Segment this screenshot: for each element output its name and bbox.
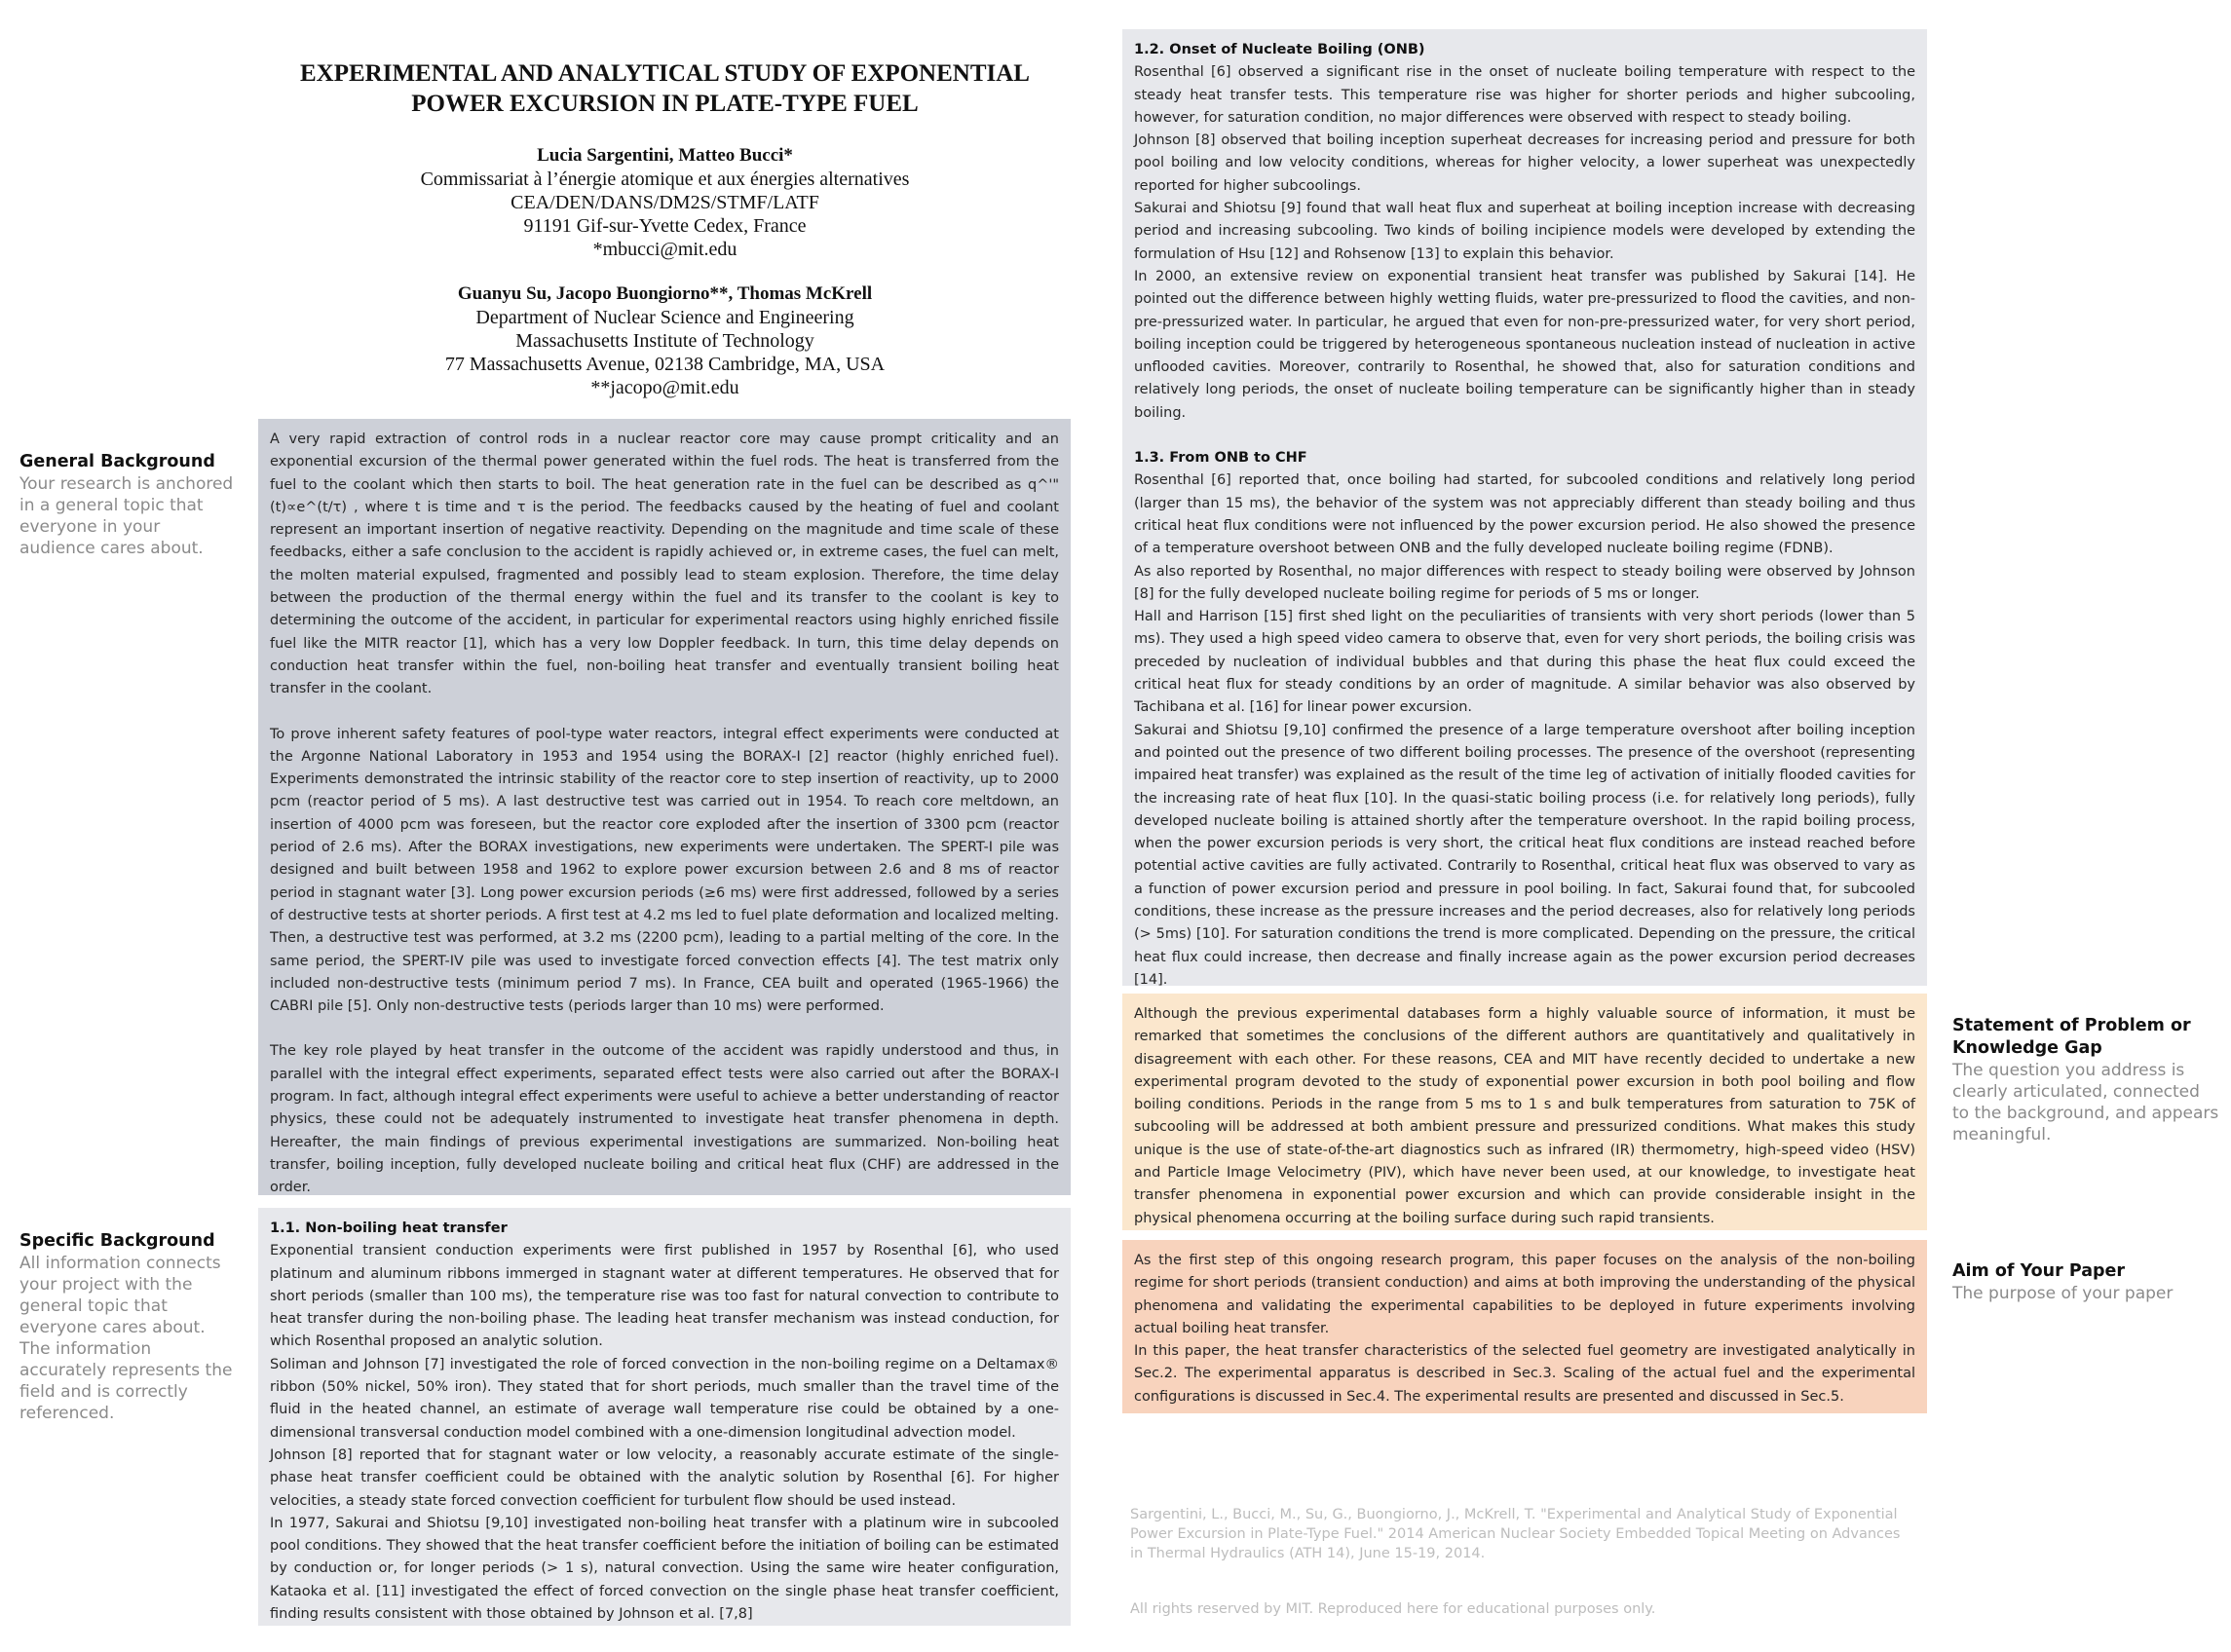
paragraph: Hall and Harrison [15] first shed light on the peculiarities of transients with very short periods (lower than 5 ms). They used a high speed video camera to observe that, even for very short periods, the boiling crisis was preceded by nucleation of individual bubbles and that during this phase the heat flux could exceed the critical heat flux for steady conditions by an order of magnitude. A similar behavior was also observed by Tachibana et al. [16] for linear power excursion.: [1134, 609, 1915, 716]
problem-statement-box: [1122, 994, 1927, 1230]
paragraph: As also reported by Rosenthal, no major differences with respect to steady boiling were observed by Johnson [8] for the fully developed nucleate boiling regime for periods of 5 ms or longer.: [1134, 563, 1915, 602]
paragraph: Sakurai and Shiotsu [9,10] confirmed the presence of a large temperature overshoot after boiling inception and pointed out the presence of two different boiling processes. The presence of the overshoot (representing impaired heat transfer) was explained as the result of the time leg of activation of initially flooded cavities for the increasing rate of heat flux [10]. In the quasi-static boiling process (i.e. for relatively long periods), fully developed nucleate boiling is attained shortly after the temperature overshoot. In the rapid boiling process, when the power excursion periods is very short, the critical heat flux conditions are instead reached before potential active cavities are fully activated. Contrarily to Rosenthal, critical heat flux was observed to vary as a function of power excursion period and pressure in pool boiling. In fact, Sakurai found that, for subcooled conditions, these increase as the pressure increases and the period decreases, also for relatively long periods (> 5ms) [10]. For saturation conditions the trend is more complicated. Depending on the pressure, the critical heat flux could increase, then decrease and finally increase again as the power excursion period decreases [14].: [1134, 722, 1915, 988]
paragraph: Soliman and Johnson [7] investigated the role of forced convection in the non-boiling regime on a Deltamax® ribbon (50% nickel, 50% iron). They stated that for short periods, much smaller than the travel time of the fluid in the heated channel, an estimate of average wall temperature rise could be obtained by a one-dimensional transversal conduction model combined with a one-dimension longitudinal advection model.: [270, 1356, 1059, 1441]
affiliation-line: Massachusetts Institute of Technology: [515, 330, 814, 352]
affiliation-line: 91191 Gif-sur-Yvette Cedex, France: [523, 215, 807, 237]
side-label-description: The question you address is clearly articulated, connected to the background, and appears meaningful.: [1952, 1061, 2219, 1145]
side-label-description: All information connects your project with the general topic that everyone cares about. The information accurately represents the field and is correctly referenced.: [19, 1254, 233, 1423]
email-line: *mbucci@mit.edu: [592, 239, 737, 260]
authors-line: Guanyu Su, Jacopo Buongiorno**, Thomas McKrell: [457, 283, 873, 304]
paragraph: In 1977, Sakurai and Shiotsu [9,10] investigated non-boiling heat transfer with a platinum wire in subcooled pool conditions. They showed that the heat transfer coefficient before the initiation of boiling can be estimated by conduction or, for longer periods (> 1 s), natural convection. Using the same wire heater configuration, Kataoka et al. [11] investigated the effect of forced convection on the single phase heat transfer coefficient, finding results consistent with those obtained by Johnson et al. [7,8]: [270, 1515, 1059, 1623]
paragraph: Johnson [8] observed that boiling inception superheat decreases for increasing period and pressure for both pool boiling and low velocity conditions, whereas for higher velocity, a lower superheat was unexpectedly reported for higher subcoolings.: [1134, 132, 1915, 194]
section-heading: 1.3. From ONB to CHF: [1134, 450, 1307, 467]
paragraph: In 2000, an extensive review on exponential transient heat transfer was published by Sakurai [14]. He pointed out the difference between highly wetting fluids, water pre-pressurized to flood the cavities, and non-pre-pressurized water. In particular, he argued that even for non-pre-pressurized water, for very short period, boiling inception could be triggered by heterogeneous spontaneous nucleation instead of nucleation in active unflooded cavities. Moreover, contrarily to Rosenthal, he showed that, also for saturation conditions and relatively long periods, the onset of nucleate boiling temperature can be significantly higher than in steady boiling.: [1134, 268, 1915, 421]
paragraph: As the first step of this ongoing research program, this paper focuses on the analysis of the non-boiling regime for short periods (transient conduction) and aims at both improving the understanding of the physical phenomena and validating the experimental capabilities to be deployed in future experiments involving actual boiling heat transfer.: [1134, 1253, 1915, 1336]
side-label-aim: [1952, 1260, 2220, 1304]
paragraph: Although the previous experimental databases form a highly valuable source of information, it must be remarked that sometimes the conclusions of the different authors are quantitatively and qualitatively in disagreement with each other. For these reasons, CEA and MIT have recently decided to undertake a new experimental program devoted to the study of exponential power excursion in both pool boiling and flow boiling conditions. Periods in the range from 5 ms to 1 s and bulk temperatures from saturation to 75K of subcooling will be addressed at both ambient pressure and pressurized conditions. What makes this study unique is the use of state-of-the-art diagnostics such as infrared (IR) thermometry, high-speed video (HSV) and Particle Image Velocimetry (PIV), which have never been used, at our knowledge, to investigate heat transfer phenomena in exponential power excursion and which can provide considerable insight in the physical phenomena occurring at the boiling surface during such rapid transients.: [1134, 1006, 1915, 1226]
paragraph: The key role played by heat transfer in the outcome of the accident was rapidly understood and thus, in parallel with the integral effect experiments, separated effect tests were also carried out after the BORAX-I program. In fact, although integral effect experiments were useful to achieve a better understanding of reactor physics, these could not be adequately instrumented to investigate heat transfer phenomena in depth. Hereafter, the main findings of previous experimental investigations are summarized. Non-boiling heat transfer, boiling inception, fully developed nucleate boiling and critical heat flux (CHF) are addressed in the order.: [270, 1043, 1059, 1196]
paper-title: [258, 58, 1072, 119]
affiliation-line: Department of Nuclear Science and Engineering: [475, 307, 854, 328]
side-label-problem-statement: [1952, 1015, 2220, 1145]
paper-header: [258, 58, 1072, 421]
side-label-heading: Specific Background: [19, 1231, 215, 1251]
side-label-heading: Aim of Your Paper: [1952, 1261, 2126, 1281]
paper-title-line: POWER EXCURSION IN PLATE-TYPE FUEL: [411, 91, 919, 117]
specific-background-box: [258, 1208, 1071, 1626]
affiliation-line: 77 Massachusetts Avenue, 02138 Cambridge, MA, USA: [444, 354, 886, 375]
section-heading: 1.1. Non-boiling heat transfer: [270, 1220, 508, 1236]
side-label-description: The purpose of your paper: [1952, 1284, 2174, 1303]
general-background-box: [258, 419, 1071, 1195]
section-heading: 1.2. Onset of Nucleate Boiling (ONB): [1134, 42, 1425, 57]
aim-box: [1122, 1240, 1927, 1413]
affiliation-line: Commissariat à l’énergie atomique et aux énergies alternatives: [420, 169, 910, 190]
side-label-specific-background: [19, 1230, 239, 1424]
paragraph: In this paper, the heat transfer characteristics of the selected fuel geometry are investigated analytically in Sec.2. The experimental apparatus is described in Sec.3. Scaling of the actual fuel and the experimental configurations is discussed in Sec.4. The experimental results are presented and discussed in Sec.5.: [1134, 1343, 1915, 1405]
paragraph: Sakurai and Shiotsu [9] found that wall heat flux and superheat at boiling inception increase with decreasing period and increasing subcooling. Two kinds of boiling incipience models were developed by extending the formulation of Hsu [12] and Rohsenow [13] to explain this behavior.: [1134, 201, 1915, 262]
paragraph: Rosenthal [6] reported that, once boiling had started, for subcooled conditions and relatively long period (larger than 15 ms), the behavior of the system was not appreciably different than steady boiling and thus critical heat flux conditions were not influenced by the power excursion period. He also showed the presence of a temperature overshoot between ONB and the fully developed nucleate boiling regime (FDNB).: [1134, 472, 1915, 557]
side-label-heading: General Background: [19, 452, 215, 471]
paragraph: Johnson [8] reported that for stagnant water or low velocity, a reasonably accurate estimate of the single-phase heat transfer coefficient could be obtained with the analytic solution by Rosenthal [6]. For higher velocities, a steady state forced convection coefficient for turbulent flow should be used instead.: [270, 1446, 1059, 1509]
author-group-1: [258, 144, 1072, 261]
paragraph: To prove inherent safety features of pool-type water reactors, integral effect experiments were conducted at the Argonne National Laboratory in 1953 and 1954 using the BORAX-I [2] reactor (highly enriched fuel). Experiments demonstrated the intrinsic stability of the reactor core to step insertion of reactivity, up to 2000 pcm (reactor period of 5 ms). A last destructive test was carried out in 1954. To reach core meltdown, an insertion of 4000 pcm was foreseen, but the reactor core exploded after the insertion of 3300 pcm (reactor period of 2.6 ms). After the BORAX investigations, new experiments were undertaken. The SPERT-I pile was designed and built between 1958 and 1962 to explore power excursion between 2.6 and 8 ms of reactor period in stagnant water [3]. Long power excursion periods (≥6 ms) were first addressed, followed by a series of destructive tests at shorter periods. A first test at 4.2 ms led to fuel plate deformation and localized melting. Then, a destructive test was performed, at 3.2 ms (2200 pcm), leading to a partial melting of the core. In the same period, the SPERT-IV pile was used to investigate forced convection effects [4]. The test matrix only included non-destructive tests (minimum period 7 ms). In France, CEA built and operated (1965-1966) the CABRI pile [5]. Only non-destructive tests (periods larger than 10 ms) were performed.: [270, 726, 1059, 1015]
side-label-description: Your research is anchored in a general topic that everyone in your audience cares about.: [19, 474, 234, 558]
email-line: **jacopo@mit.edu: [590, 377, 739, 398]
authors-line: Lucia Sargentini, Matteo Bucci*: [537, 145, 793, 166]
citation-text: Sargentini, L., Bucci, M., Su, G., Buongiorno, J., McKrell, T. "Experimental and Analytical Study of Exponential Power Excursion in Plate-Type Fuel." 2014 American Nuclear Society Embedded Topical Meeting on Advances in Thermal Hydraulics (ATH 14), June 15-19, 2014.: [1130, 1507, 1901, 1561]
paragraph: A very rapid extraction of control rods in a nuclear reactor core may cause prompt criticality and an exponential excursion of the thermal power generated within the fuel rods. The heat is transferred from the fuel to the coolant which then starts to boil. The heat generation rate in the fuel can be described as q^'" (t)∝e^(t/τ) , where t is time and τ is the period. The feedbacks caused by the heating of fuel and coolant represent an important insertion of negative reactivity. Depending on the magnitude and time scale of these feedbacks, either a safe conclusion to the accident is rapidly achieved or, in extreme cases, the fuel can melt, the molten material expulsed, fragmented and possibly lead to steam explosion. Therefore, the time delay between the production of the thermal energy within the fuel and its transfer to the coolant is key to determining the outcome of the accident, in particular for experimental reactors using highly enriched fissile fuel like the MITR reactor [1], which has a very low Doppler feedback. In turn, this time delay depends on conduction heat transfer within the fuel, non-boiling heat transfer and eventually transient boiling heat transfer in the coolant.: [270, 432, 1059, 697]
paragraph: Exponential transient conduction experiments were first published in 1957 by Rosenthal [6], who used platinum and aluminum ribbons immerged in stagnant water at different temperatures. He observed that for short periods (smaller than 100 ms), the temperature rise was too fast for natural convection to contribute to heat transfer during the non-boiling phase. The leading heat transfer mechanism was instead conduction, for which Rosenthal proposed an analytic solution.: [270, 1243, 1059, 1350]
side-label-general-background: [19, 451, 239, 559]
author-group-2: [258, 282, 1072, 399]
paper-title-line: EXPERIMENTAL AND ANALYTICAL STUDY OF EXPONENTIAL: [300, 60, 1030, 87]
side-label-heading: Statement of Problem or Knowledge Gap: [1952, 1016, 2191, 1058]
literature-review-box: [1122, 29, 1927, 986]
affiliation-line: CEA/DEN/DANS/DM2S/STMF/LATF: [510, 192, 819, 213]
rights-text: All rights reserved by MIT. Reproduced here for educational purposes only.: [1130, 1601, 1656, 1617]
paragraph: Rosenthal [6] observed a significant rise in the onset of nucleate boiling temperature with respect to the steady heat transfer tests. This temperature rise was higher for shorter periods and higher subcooling, however, for saturation condition, no major differences were observed with respect to steady boiling.: [1134, 64, 1915, 126]
